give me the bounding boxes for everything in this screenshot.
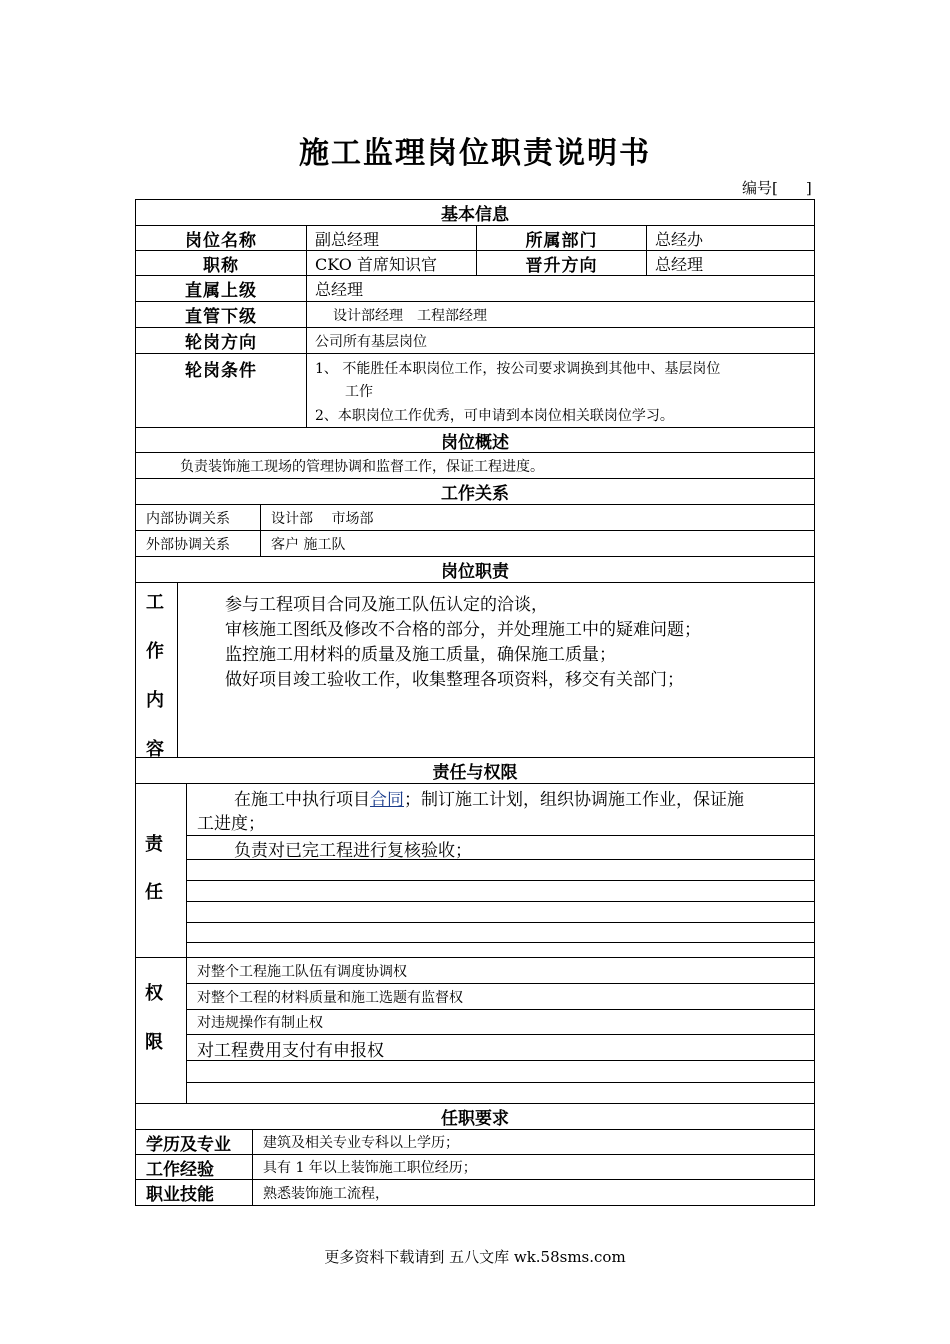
label-internal-relations: 内部协调关系 xyxy=(146,510,230,527)
doc-number xyxy=(742,177,812,198)
label-rotation: 轮岗方向 xyxy=(185,333,257,353)
authority-side-char: 权 xyxy=(145,983,163,1004)
row-internal-relations xyxy=(135,504,815,530)
value-external-relations: 客户 施工队 xyxy=(260,531,814,556)
value-experience: 具有 1 年以上装饰施工职位经历； xyxy=(252,1155,814,1179)
row-authority xyxy=(135,957,815,1103)
row-subordinate xyxy=(135,301,815,327)
rotation-condition-1: 1、 不能胜任本职岗位工作，按公司要求调换到其他中、基层岗位 xyxy=(315,361,721,377)
value-promotion: 总经理 xyxy=(646,251,814,275)
section-header: 岗位职责 xyxy=(441,562,509,582)
label-experience: 工作经验 xyxy=(146,1159,214,1179)
value-internal-relations: 设计部 市场部 xyxy=(260,505,814,530)
responsibility-text: ；制订施工计划，组织协调施工作业，保证施 xyxy=(404,790,744,810)
section-header: 岗位概述 xyxy=(441,432,509,452)
section-responsibility xyxy=(135,757,815,783)
duty-item: 参与工程项目合同及施工队伍认定的洽谈， xyxy=(225,595,548,615)
responsibility-list xyxy=(186,784,814,957)
row-responsibility xyxy=(135,783,815,957)
authority-side-label xyxy=(136,958,186,1103)
row-title xyxy=(135,250,815,275)
section-requirements xyxy=(135,1103,815,1129)
responsibility-text: 在施工中执行项目 xyxy=(234,790,370,810)
duty-item: 审核施工图纸及修改不合格的部分，并处理施工中的疑难问题； xyxy=(225,620,701,640)
section-header: 基本信息 xyxy=(441,205,509,225)
section-duties xyxy=(135,556,815,582)
label-external-relations: 外部协调关系 xyxy=(146,536,230,553)
row-overview xyxy=(135,452,815,478)
section-relations xyxy=(135,478,815,504)
responsibility-item-cont: 工进度； xyxy=(197,814,265,834)
row-rotation xyxy=(135,327,815,353)
duty-item: 做好项目竣工验收工作，收集整理各项资料，移交有关部门； xyxy=(225,670,684,690)
section-header: 责任与权限 xyxy=(432,763,518,783)
authority-item: 对整个工程的材料质量和施工选题有监督权 xyxy=(197,990,463,1006)
label-rotation-conditions: 轮岗条件 xyxy=(185,361,257,381)
label-department: 所属部门 xyxy=(476,226,646,250)
section-overview xyxy=(135,427,815,452)
section-header: 任职要求 xyxy=(441,1109,509,1129)
responsibility-item xyxy=(234,785,744,810)
responsibility-item: 负责对已完工程进行复核验收； xyxy=(234,841,472,861)
row-education xyxy=(135,1129,815,1154)
job-description-table xyxy=(135,199,815,1206)
row-skills xyxy=(135,1179,815,1206)
duty-item: 监控施工用材料的质量及施工质量，确保施工质量； xyxy=(225,645,616,665)
duties-list xyxy=(177,583,814,757)
value-education: 建筑及相关专业专科以上学历； xyxy=(252,1130,814,1154)
responsibility-side-char: 责 xyxy=(145,834,163,855)
contract-link[interactable]: 合同 xyxy=(370,790,404,810)
row-rotation-conditions xyxy=(135,353,815,427)
label-education: 学历及专业 xyxy=(146,1134,231,1154)
rotation-condition-1-cont: 工作 xyxy=(345,384,373,400)
authority-side-char: 限 xyxy=(145,1032,163,1053)
overview-text: 负责装饰施工现场的管理协调和监督工作，保证工程进度。 xyxy=(180,458,544,475)
label-title: 职称 xyxy=(203,255,239,275)
footer-text: 更多资料下载请到 五八文库 wk.58sms.com xyxy=(324,1248,626,1266)
value-rotation: 公司所有基层岗位 xyxy=(306,328,814,353)
value-title: CKO 首席知识官 xyxy=(306,251,476,275)
authority-item: 对工程费用支付有申报权 xyxy=(197,1041,384,1061)
duties-side-char: 容 xyxy=(146,739,164,757)
document-title: 施工监理岗位职责说明书 xyxy=(299,136,651,171)
duties-side-char: 作 xyxy=(146,641,164,662)
value-department: 总经办 xyxy=(646,226,814,250)
section-header: 工作关系 xyxy=(441,484,509,504)
value-position-name: 副总经理 xyxy=(306,226,476,250)
authority-list xyxy=(186,958,814,1103)
row-position-name xyxy=(135,225,815,250)
label-superior: 直属上级 xyxy=(185,281,257,301)
section-basic-info xyxy=(135,199,815,225)
row-external-relations xyxy=(135,530,815,556)
authority-item: 对整个工程施工队伍有调度协调权 xyxy=(197,964,407,980)
row-duties xyxy=(135,582,815,757)
duties-side-char: 工 xyxy=(146,592,164,613)
value-superior: 总经理 xyxy=(306,276,814,301)
doc-number-close: ] xyxy=(805,179,812,197)
row-experience xyxy=(135,1154,815,1179)
rotation-condition-2: 2、本职岗位工作优秀，可申请到本岗位相关联岗位学习。 xyxy=(315,408,674,424)
responsibility-side-char: 任 xyxy=(145,882,163,903)
duties-side-label xyxy=(136,583,177,757)
authority-item: 对违规操作有制止权 xyxy=(197,1015,323,1031)
value-subordinate: 设计部经理 工程部经理 xyxy=(306,302,814,327)
value-rotation-conditions xyxy=(306,354,814,427)
duties-side-char: 内 xyxy=(146,690,164,711)
doc-number-label: 编号[ xyxy=(742,179,778,197)
label-promotion: 晋升方向 xyxy=(476,251,646,275)
label-skills: 职业技能 xyxy=(146,1185,214,1205)
responsibility-side-label xyxy=(136,784,186,957)
label-subordinate: 直管下级 xyxy=(185,307,257,327)
value-skills: 熟悉装饰施工流程， xyxy=(252,1180,814,1205)
label-position-name: 岗位名称 xyxy=(185,230,257,250)
row-superior xyxy=(135,275,815,301)
